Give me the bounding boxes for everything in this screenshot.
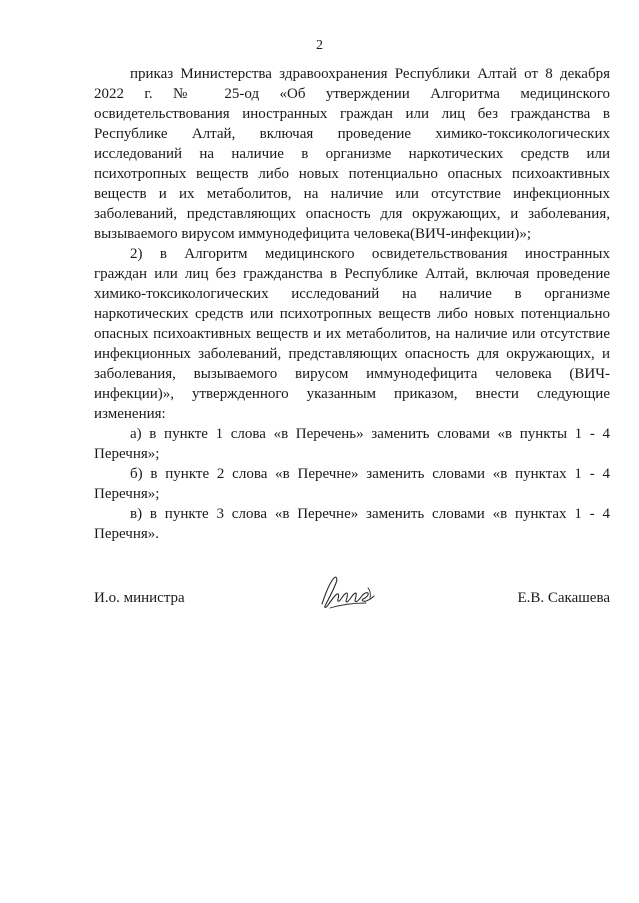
paragraph-2-line-7: заболевания, вызываемого вирусом иммунодефицита человека (ВИЧ- — [94, 366, 610, 382]
paragraph-1-line-9: вызываемого вирусом иммунодефицита человека(ВИЧ-инфекции)»; — [94, 226, 532, 242]
paragraph-1-line-7: веществ и их метаболитов, на наличие или отсутствие инфекционных — [94, 186, 610, 202]
paragraph-1-line-6: психотропных веществ либо новых потенциально опасных психоактивных — [94, 166, 610, 182]
paragraph-1-line-8: заболеваний, представляющих опасность для окружающих, и заболевания, — [94, 206, 610, 222]
paragraph-3-line-1: а) в пункте 1 слова «в Перечень» заменить словами «в пункты 1 - 4 — [130, 426, 610, 442]
paragraph-2-line-1: 2) в Алгоритм медицинского освидетельствования иностранных — [130, 246, 610, 262]
paragraph-2-line-5: опасных психоактивных веществ и их метаболитов, на наличие или отсутствие — [94, 326, 610, 342]
paragraph-5-line-1: в) в пункте 3 слова «в Перечне» заменить словами «в пунктах 1 - 4 — [130, 506, 610, 522]
paragraph-2-line-4: наркотических средств или психотропных веществ либо новых потенциально — [94, 306, 610, 322]
paragraph-1-line-1: приказ Министерства здравоохранения Республики Алтай от 8 декабря — [130, 66, 610, 82]
paragraph-1-line-3: освидетельствования иностранных граждан или лиц без гражданства в — [94, 106, 610, 122]
signatory-position: И.о. министра — [94, 590, 185, 606]
paragraph-1-line-2: 2022 г. № 25-од «Об утверждении Алгоритма медицинского — [94, 86, 610, 102]
paragraph-3-line-2: Перечня»; — [94, 446, 160, 462]
paragraph-1-line-4: Республике Алтай, включая проведение химико-токсикологических — [94, 126, 610, 142]
page-number: 2 — [316, 38, 323, 53]
paragraph-2-line-9: изменения: — [94, 406, 166, 422]
paragraph-2-line-3: химико-токсикологических исследований на наличие в организме — [94, 286, 610, 302]
paragraph-2-line-6: инфекционных заболеваний, представляющих опасность для окружающих, и — [94, 346, 610, 362]
paragraph-1-line-5: исследований на наличие в организме наркотических средств или — [94, 146, 610, 162]
handwritten-signature — [316, 574, 382, 612]
paragraph-4-line-2: Перечня»; — [94, 486, 160, 502]
paragraph-2-line-2: граждан или лиц без гражданства в Республике Алтай, включая проведение — [94, 266, 610, 282]
paragraph-5-line-2: Перечня». — [94, 526, 159, 542]
signature-block — [94, 574, 610, 614]
paragraph-2-line-8: инфекции)», утвержденного указанным приказом, внести следующие — [94, 386, 610, 402]
paragraph-4-line-1: б) в пункте 2 слова «в Перечне» заменить словами «в пунктах 1 - 4 — [130, 466, 610, 482]
signatory-name: Е.В. Сакашева — [517, 590, 610, 606]
